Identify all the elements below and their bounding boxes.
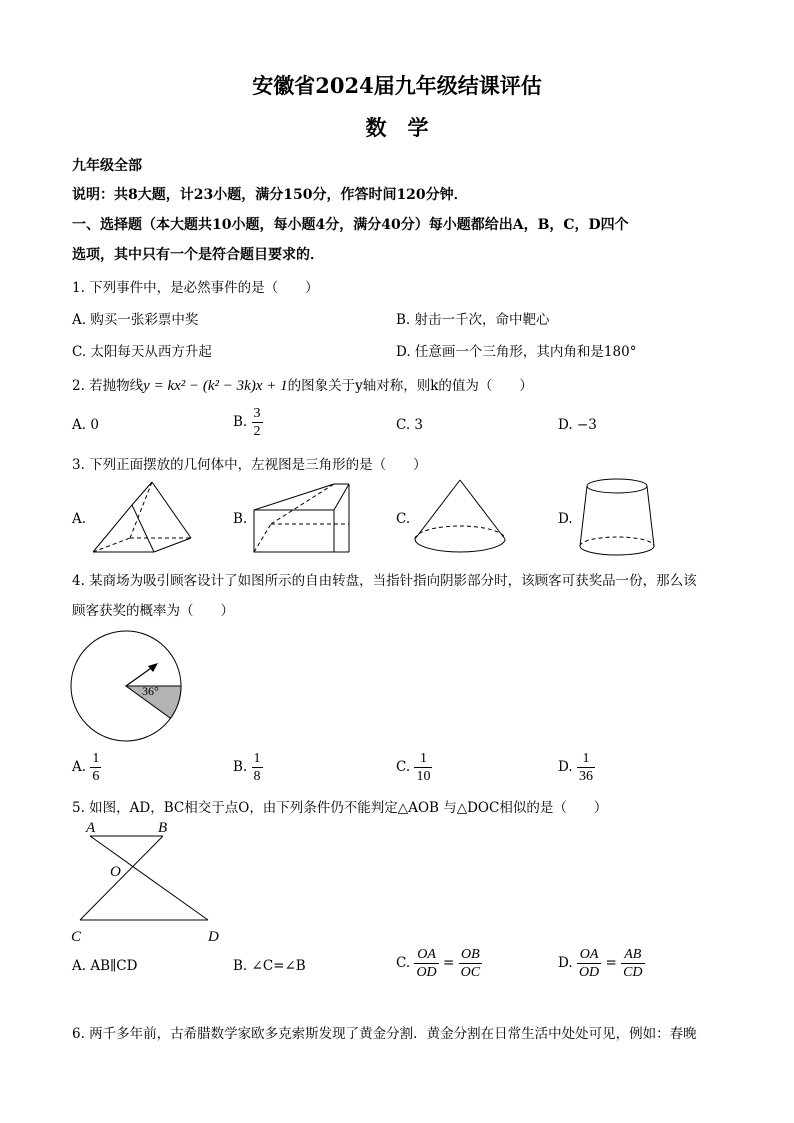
- q3-option-a-label: A.: [72, 511, 87, 527]
- q4-option-b-fraction: $\frac{1}{8}$: [253, 751, 261, 784]
- q2-option-b-fraction: $\frac{3}{2}$: [253, 406, 261, 439]
- q4-option-c: [396, 750, 432, 785]
- point-d-label: D: [208, 929, 219, 945]
- point-a-label: A: [86, 820, 96, 836]
- point-c-label: C: [71, 929, 82, 945]
- q5-option-d-frac1: $\frac{OA}{OD}$: [578, 947, 600, 980]
- q5-option-d: [558, 946, 645, 981]
- instructions: 说明：共8大题，计23小题，满分150分，作答时间120分钟．: [72, 187, 468, 203]
- q3-option-b-label: B.: [233, 511, 248, 527]
- q4-option-a-label: A.: [72, 759, 87, 775]
- q2-formula: y = kx² − (k² − 3k)x + 1: [143, 378, 288, 394]
- triangular-prism-figure: [90, 480, 200, 555]
- q4-option-d: [558, 750, 595, 785]
- q2-option-a: A. 0: [72, 417, 99, 433]
- q5-option-c: [396, 946, 482, 981]
- q4-option-d-fraction: $\frac{1}{36}$: [578, 751, 593, 784]
- q5-option-d-frac2: $\frac{AB}{CD}$: [623, 947, 643, 980]
- q4-option-c-label: C.: [396, 759, 411, 775]
- q4-option-b-label: B.: [233, 759, 248, 775]
- q1-option-c: C. 太阳每天从西方升起: [72, 344, 212, 360]
- q4-option-b: [233, 750, 263, 785]
- q5-stem: 5. 如图，AD，BC相交于点O，由下列条件仍不能判定△AOB 与△DOC相似的是（ ）: [72, 800, 608, 816]
- q2-option-b: [233, 405, 263, 440]
- section1-heading-cont: 选项，其中只有一个是符合题目要求的．: [72, 247, 324, 263]
- q5-option-b: B. ∠C=∠B: [233, 958, 306, 974]
- section1-heading: 一、选择题（本大题共10小题，每小题4分，满分40分）每小题都给出A，B，C，D四个: [72, 217, 629, 233]
- spinner-figure: [68, 630, 188, 745]
- q2-option-c: C. 3: [396, 417, 424, 433]
- q4-stem-line1: 4. 某商场为吸引顾客设计了如图所示的自由转盘，当指针指向阴影部分时，该顾客可获奖品一份，那么该: [72, 573, 697, 589]
- q2-option-d: D. −3: [558, 417, 597, 433]
- q5-option-c-frac2: $\frac{OB}{OC}$: [460, 947, 481, 980]
- frustum-figure: [575, 476, 660, 561]
- cone-figure: [410, 477, 515, 559]
- page-title: 安徽省2024届九年级结课评估: [252, 73, 542, 98]
- q4-option-d-label: D.: [558, 759, 573, 775]
- q4-option-a-fraction: $\frac{1}{6}$: [92, 751, 100, 784]
- point-b-label: B: [158, 820, 168, 836]
- q3-option-d-label: D.: [558, 511, 573, 527]
- q2-stem-prefix: 2. 若抛物线: [72, 378, 144, 394]
- spinner-angle-label: 36°: [142, 684, 159, 698]
- q2-stem: [72, 374, 533, 395]
- q1-stem: 1. 下列事件中，是必然事件的是（ ）: [72, 280, 319, 296]
- q1-option-d: D. 任意画一个三角形，其内角和是180°: [396, 344, 637, 360]
- q5-option-c-label: C.: [396, 955, 411, 971]
- subject-title: 数 学: [365, 115, 429, 140]
- q4-stem-line2: 顾客获奖的概率为（ ）: [72, 603, 234, 619]
- q2-option-b-label: B.: [233, 414, 248, 430]
- q1-option-a: A. 购买一张彩票中奖: [72, 312, 199, 328]
- point-o-label: O: [110, 864, 121, 880]
- q5-option-c-frac1: $\frac{OA}{OD}$: [416, 947, 437, 980]
- q6-stem: 6. 两千多年前，古希腊数学家欧多克索斯发现了黄金分割．黄金分割在日常生活中处处可见，例如：春晚: [72, 1026, 697, 1042]
- q4-option-c-fraction: $\frac{1}{10}$: [416, 751, 431, 784]
- q5-option-c-eq: =: [442, 955, 455, 971]
- q4-option-a: [72, 750, 101, 785]
- right-prism-figure: [250, 480, 355, 555]
- q1-option-b: B. 射击一千次，命中靶心: [396, 312, 550, 328]
- q5-option-a: A. AB∥CD: [72, 958, 138, 974]
- q2-stem-suffix: 的图象关于y轴对称，则k的值为（ ）: [287, 378, 533, 394]
- q3-stem: 3. 下列正面摆放的几何体中，左视图是三角形的是（ ）: [72, 457, 427, 473]
- grade-label: 九年级全部: [72, 158, 142, 174]
- q5-option-d-eq: =: [605, 955, 617, 971]
- q3-option-c-label: C.: [396, 511, 411, 527]
- q5-option-d-label: D.: [558, 955, 573, 971]
- intersecting-lines-figure: [68, 818, 228, 946]
